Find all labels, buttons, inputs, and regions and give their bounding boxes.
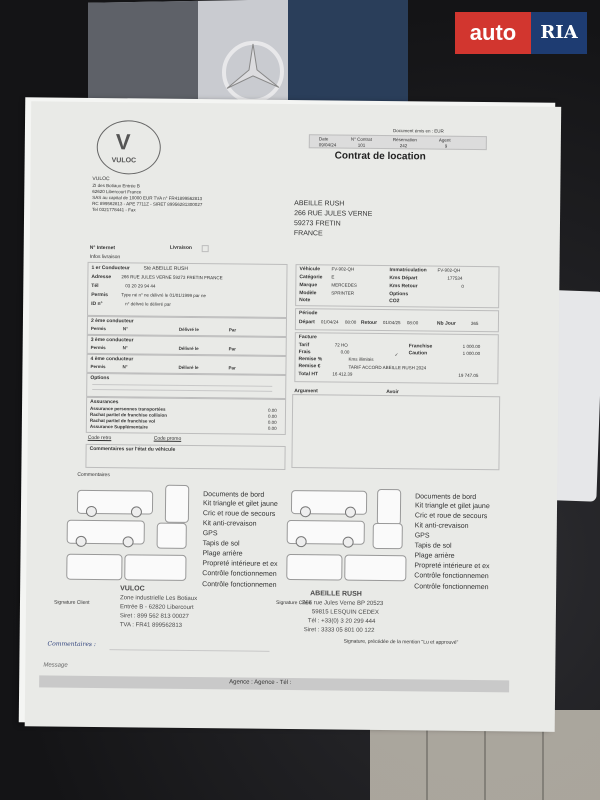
frais-label: Frais <box>298 349 311 356</box>
vehicle-plate: FV-902-QH <box>331 266 355 272</box>
driver4-title: 4 ème conducteur <box>90 355 134 363</box>
stamp-client-line: 59815 LESQUIN CEDEX <box>311 609 379 616</box>
check-mark-icon: ✓ <box>394 352 399 358</box>
agency-line: ZI des Botiaux Entrée B <box>92 182 140 189</box>
checklist-item: GPS <box>202 530 218 538</box>
checklist-item: Plage arrière <box>202 550 243 558</box>
insurance-line: Assurance personnes transportées <box>90 405 166 412</box>
argument-label: Argument <box>294 388 318 395</box>
logo-v-mark: V <box>115 129 131 155</box>
driver2-par: Par <box>228 327 237 333</box>
insurance-line: Rachat partiel de franchise collision <box>89 411 168 418</box>
van-diagram-rear <box>165 485 189 523</box>
km-illimite: Kms illimités <box>348 356 374 362</box>
van-diagram-side2 <box>67 520 145 545</box>
checklist-item: Contrôle fonctionnemen <box>202 581 277 589</box>
kms-retour-label: Kms Retour <box>389 283 418 290</box>
stamp-client-name: ABEILLE RUSH <box>310 590 362 598</box>
internet-label: N° Internet <box>89 244 116 252</box>
franchise-label: Franchise <box>408 343 433 350</box>
stamp-vuloc-name: VULOC <box>120 585 145 593</box>
checklist-item: Contrôle fonctionnemen <box>414 572 489 581</box>
brand-value: MERCEDES <box>331 282 357 288</box>
immat-value: FV-902-QH <box>437 267 461 273</box>
livraison-label: Livraison <box>169 244 192 251</box>
caution-value: 1 000.00 <box>462 350 481 357</box>
driver4-delivre: Délivré le <box>178 364 199 371</box>
category-label: Catégorie <box>299 274 323 281</box>
driver4-par: Par <box>228 365 236 371</box>
client-name: ABEILLE RUSH <box>294 200 345 208</box>
driver-address-label: Adresse <box>91 273 112 281</box>
driver-id: n° délivré le délivré par <box>125 301 171 307</box>
driver3-title: 3 ème conducteur <box>90 336 134 344</box>
retour-date: 01/04/25 <box>382 319 401 326</box>
van-diagram-side <box>291 490 367 515</box>
checklist-item: Documents de bord <box>415 493 477 501</box>
van-diagram-side <box>77 490 153 515</box>
signature-client-label: Signature Client <box>53 599 90 606</box>
vehicle-state-label: Commentaires sur l'état du véhicule <box>89 445 176 453</box>
immat-label: Immatriculation <box>389 267 427 274</box>
stamp-vuloc-line: TVA : FR41 899562813 <box>119 622 183 629</box>
infos-livraison: Infos livraison <box>89 253 121 261</box>
stamp-client-line: Siret : 3333 05 801 00 122 <box>303 627 375 634</box>
client-country: FRANCE <box>293 230 323 238</box>
driver2-num: N° <box>122 326 128 332</box>
checklist-item: Contrôle fonctionnemen <box>202 570 277 578</box>
driver4-permis: Permis <box>90 363 106 370</box>
doc-currency: Document émis en : EUR <box>392 128 444 134</box>
rental-contract-document <box>19 97 556 728</box>
logo-brand: VULOC <box>111 157 137 165</box>
driver2-title: 2 ème conducteur <box>90 317 134 325</box>
checklist-item: Kit anti-crevaison <box>414 522 469 530</box>
van-diagram-chassis <box>344 555 406 582</box>
driver-tel-label: Tél <box>91 282 99 290</box>
checklist-item: Propreté intérieure et ex <box>202 560 278 568</box>
checklist-item: GPS <box>414 532 430 540</box>
invoice-label: Facture <box>298 334 317 341</box>
van-diagram-chassis <box>124 554 186 581</box>
driver2-delivre: Délivré le <box>178 326 199 333</box>
comments-label: Commentaires : <box>47 640 96 649</box>
insurance-value: 0.00 <box>267 425 277 431</box>
stamp-vuloc-line: Zone industrielle Les Botiaux <box>120 595 198 603</box>
kms-depart-value: 177534 <box>447 275 463 281</box>
checklist-item: Kit triangle et gilet jaune <box>414 502 490 511</box>
agency-line: Tel 0321778441 - Fax <box>92 206 136 213</box>
vehicle-label: Véhicule <box>299 266 321 273</box>
stamp-client-line: 266 rue Jules Verne BP 20523 <box>301 600 384 608</box>
signature-note: Signature, précédée de la mention "Lu et approuvé" <box>343 638 459 646</box>
header-val-contract: 101 <box>357 142 366 148</box>
avoir-label: Avoir <box>386 389 399 396</box>
header-col-agent: Agent <box>438 137 451 143</box>
checklist-item: Propreté intérieure et ex <box>414 562 490 571</box>
van-diagram-front <box>157 523 187 549</box>
total-ht-value: 16 412.39 <box>332 371 353 377</box>
checklist-item: Tapis de sol <box>202 540 240 548</box>
van-diagram-front <box>373 523 403 549</box>
agency-line: VULOC <box>92 175 110 183</box>
agency-line: SAS au capital de 10000 EUR TVA n° FR41899562813 <box>92 194 203 202</box>
insurance-value: 0.00 <box>267 407 277 413</box>
client-city: 59273 FRETIN <box>293 220 341 228</box>
message-label: Message <box>43 662 68 669</box>
agency-line: 62620 Libercourt France <box>92 188 142 195</box>
driver-id-label: ID n° <box>91 300 103 308</box>
header-col-reservation: Réservation <box>392 137 417 143</box>
nb-jour-label: Nb Jour <box>436 320 456 327</box>
insurance-value: 0.00 <box>267 413 277 419</box>
driver3-delivre: Délivré le <box>178 345 199 352</box>
franchise-value: 1 000.00 <box>462 343 481 350</box>
header-col-contract: N° Contrat <box>350 136 372 142</box>
checklist-item: Tapis de sol <box>414 542 452 550</box>
autoria-watermark <box>455 12 587 54</box>
driver-tel: 03 20 29 94 44 <box>125 283 156 289</box>
note-label: Note <box>299 297 311 304</box>
van-diagram-rear <box>377 489 401 525</box>
brochure-cover <box>288 0 408 109</box>
depart-hour: 08:00 <box>344 319 357 325</box>
nb-jour-value: 365 <box>470 320 479 326</box>
insurance-line: Assurance Supplémentaire <box>89 423 148 430</box>
total-ttc-value: 19 747.05 <box>458 372 479 379</box>
stamp-vuloc-line: Siret : 899 562 813 00027 <box>119 613 189 620</box>
header-val-date: 09/04/24 <box>318 142 337 148</box>
driver3-permis: Permis <box>90 344 106 351</box>
driver-permis-label: Permis <box>91 291 108 299</box>
driver-title: 1 er Conducteur <box>91 264 130 272</box>
driver-permis: Type né n° ne délivré le 01/01/1999 par ne <box>121 292 207 299</box>
period-label: Période <box>299 310 318 317</box>
signature-client-label-2: Signature Client <box>275 599 312 607</box>
header-val-agent: 9 <box>444 143 448 149</box>
insurance-value: 0.00 <box>267 419 277 425</box>
van-diagram-side2 <box>287 520 365 545</box>
frais-value: 0.00 <box>340 349 350 355</box>
checklist-item: Cric et roue de secours <box>202 510 276 518</box>
driver-address: 266 RUE JULES VERNE 59273 FRETIN FRANCE <box>121 274 223 281</box>
insurance-title: Assurances <box>90 398 119 406</box>
watermark-auto: auto <box>455 12 531 54</box>
kms-depart-label: Kms Départ <box>389 275 418 282</box>
checklist-item: Kit anti-crevaison <box>202 520 257 528</box>
brand-label: Marque <box>299 282 318 289</box>
driver-name: Sté ABEILLE RUSH <box>143 265 188 272</box>
tarif-name: TARIF ACCORD ABEILLE RUSH 2024 <box>348 364 427 371</box>
checklist-item: Cric et roue de secours <box>414 512 488 521</box>
options-label: Options <box>90 374 110 382</box>
checklist-item: Contrôle fonctionnemen <box>414 583 489 592</box>
tarif-value: 72 HO <box>334 342 348 348</box>
total-ht-label: Total HT <box>298 371 319 378</box>
livraison-checkbox[interactable] <box>202 245 209 252</box>
code-retro: Code retro <box>87 434 112 442</box>
vehicle-options-label: Options <box>389 291 409 298</box>
kms-retour-value: 0 <box>461 283 464 289</box>
checklist-item: Plage arrière <box>414 552 455 560</box>
caution-label: Caution <box>408 350 428 357</box>
tarif-label: Tarif <box>298 342 310 349</box>
driver3-num: N° <box>122 345 128 351</box>
argument-box <box>291 394 500 470</box>
mercedes-star-icon <box>213 37 293 108</box>
checklist-item: Kit triangle et gilet jaune <box>203 500 278 508</box>
co2-label: CO2 <box>389 298 400 305</box>
remise-eur-label: Remise € <box>298 363 321 370</box>
mercedes-brochure <box>88 0 408 113</box>
retour-hour: 08:00 <box>406 320 419 326</box>
stamp-vuloc-line: Entrée B - 62820 Libercourt <box>119 604 194 612</box>
code-promo: Code promo <box>153 435 182 442</box>
depart-date: 01/04/24 <box>320 319 339 325</box>
remise-pct-label: Remise % <box>298 356 323 363</box>
header-col-date: Date <box>318 136 329 142</box>
header-val-reservation: 242 <box>399 143 408 149</box>
comments-title: Commentaires <box>77 471 110 479</box>
model-label: Modèle <box>299 290 317 297</box>
model-value: SPRINTER <box>331 290 355 296</box>
brochure-photo <box>88 1 198 113</box>
insurance-line: Rachat partiel de franchise vol <box>89 417 156 424</box>
checklist-item: Documents de bord <box>203 491 265 499</box>
category-value: E <box>331 274 335 280</box>
van-diagram-top <box>66 554 122 581</box>
watermark-ria: RIA <box>531 12 587 54</box>
stamp-client-line: Tél : +33(0) 3 20 299 444 <box>307 618 376 625</box>
contract-title: Contrat de location <box>334 150 426 163</box>
agency-footer-text: Agence : Agence - Tél : <box>229 679 292 687</box>
client-street: 266 RUE JULES VERNE <box>294 210 373 218</box>
van-diagram-top <box>286 554 342 581</box>
driver2-permis: Permis <box>90 325 106 332</box>
driver3-par: Par <box>228 346 236 352</box>
vuloc-logo <box>96 120 161 175</box>
retour-label: Retour <box>360 319 378 326</box>
agency-line: RC 899562813 - APE 7711Z - SIRET 89956281300027 <box>92 200 203 208</box>
depart-label: Départ <box>298 319 315 326</box>
driver4-num: N° <box>122 364 128 370</box>
